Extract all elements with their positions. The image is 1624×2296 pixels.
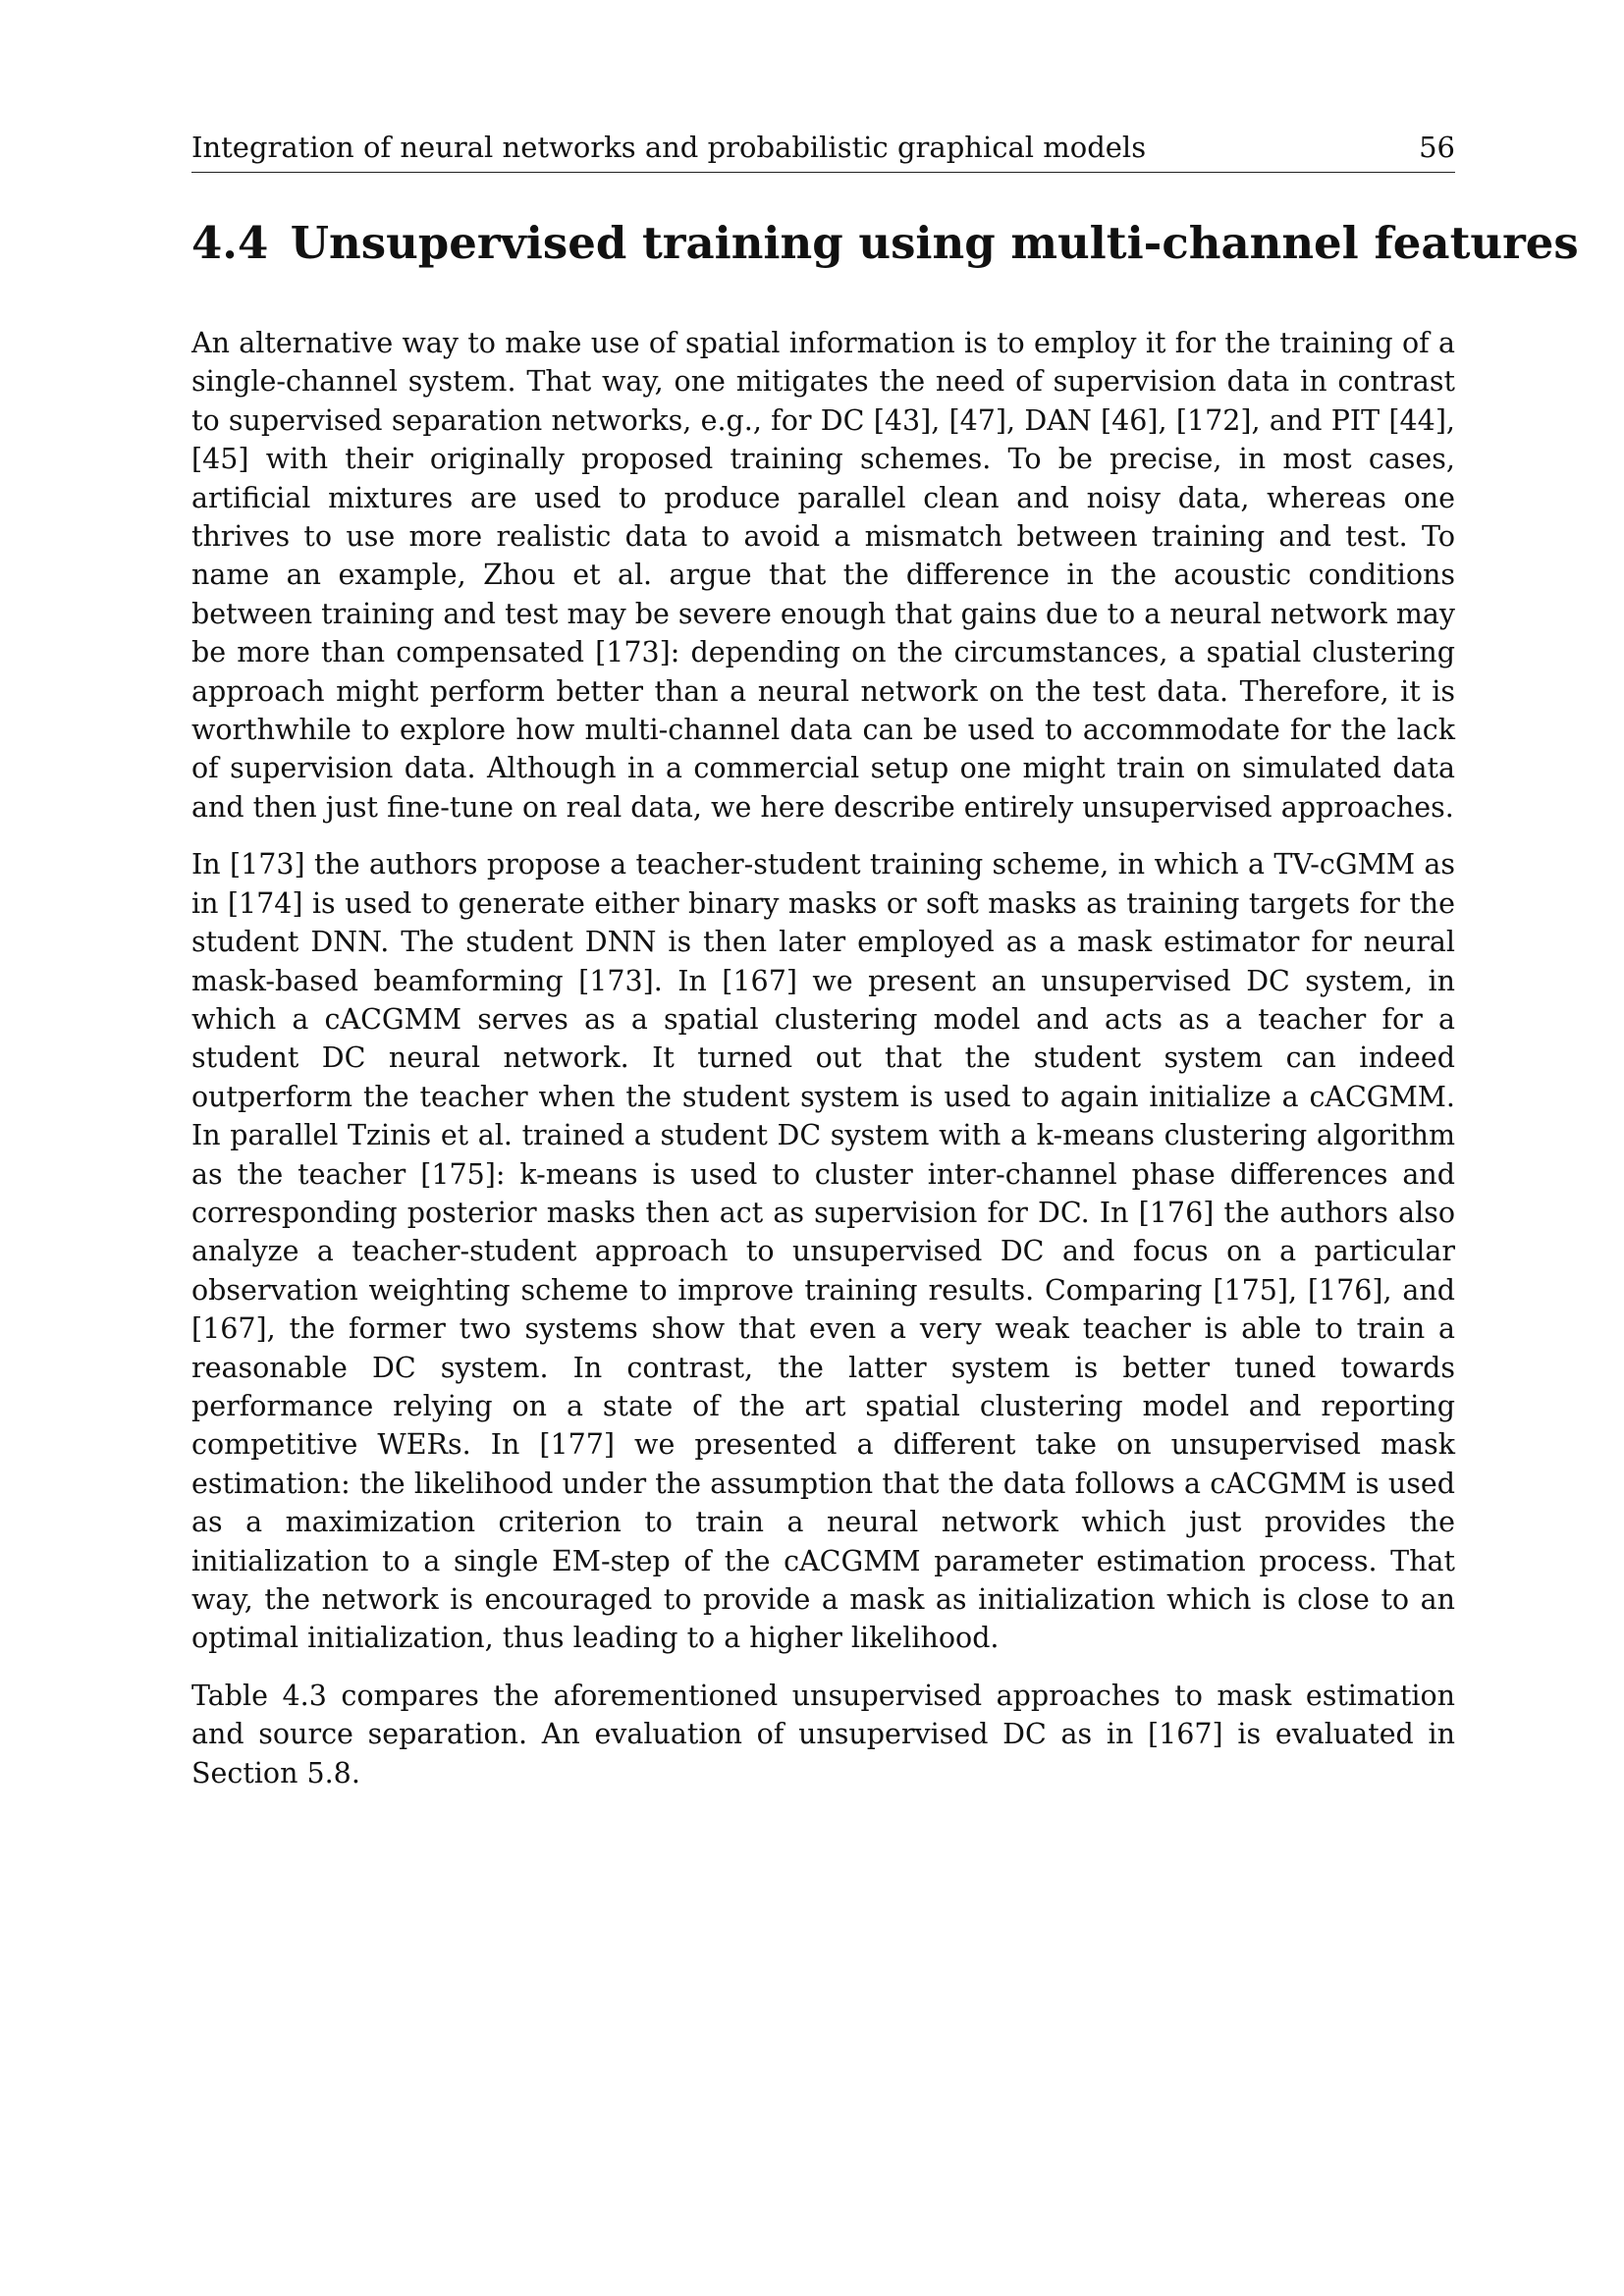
section-heading — [191, 214, 1579, 273]
page-number: 56 — [1419, 131, 1455, 164]
running-title: Integration of neural networks and probabilistic graphical models — [191, 131, 1147, 164]
section-title: Unsupervised training using multi-channel features — [290, 217, 1579, 269]
paragraph: In [173] the authors propose a teacher-student training scheme, in which a TV-cGMM as in [174] is used to generate either binary masks or soft masks as training targets for the student DNN. The student DNN is then later employed as a mask estimator for neural mask-based beamforming [173]. In [167] we present an unsupervised DC system, in which a cACGMM serves as a spatial clustering model and acts as a teacher for a student DC neural network. It turned out that the student system can indeed outperform the teacher when the student system is used to again initialize a cACGMM. In parallel Tzinis et al. trained a student DC system with a k-means clustering algorithm as the teacher [175]: k-means is used to cluster inter-channel phase differences and corresponding posterior masks then act as supervision for DC. In [176] the authors also analyze a teacher-student approach to unsupervised DC and focus on a particular observation weighting scheme to improve training results. Comparing [175], [176], and [167], the former two systems show that even a very weak teacher is able to train a reasonable DC system. In contrast, the latter system is better tuned towards performance relying on a state of the art spatial clustering model and reporting competitive WERs. In [177] we presented a different take on unsupervised mask estimation: the likelihood under the assumption that the data follows a cACGMM is used as a maximization criterion to train a neural network which just provides the initialization to a single EM-step of the cACGMM parameter estimation process. That way, the network is encouraged to provide a mask as initialization which is close to an optimal initialization, thus leading to a higher likelihood. — [191, 848, 1455, 1655]
body-text — [191, 324, 1455, 1811]
paragraph: Table 4.3 compares the aforementioned unsupervised approaches to mask estimation and source separation. An evaluation of unsupervised DC as in [167] is evaluated in Section 5.8. — [191, 1679, 1455, 1789]
paragraph: An alternative way to make use of spatial information is to employ it for the training of a single-channel system. That way, one mitigates the need of supervision data in contrast to supervised separation networks, e.g., for DC [43], [47], DAN [46], [172], and PIT [44], [45] with their originally proposed training schemes. To be precise, in most cases, artificial mixtures are used to produce parallel clean and noisy data, whereas one thrives to use more realistic data to avoid a mismatch between training and test. To name an example, Zhou et al. argue that the difference in the acoustic conditions between training and test may be severe enough that gains due to a neural network may be more than compensated [173]: depending on the circumstances, a spatial clustering approach might perform better than a neural network on the test data. Therefore, it is worthwhile to explore how multi-channel data can be used to accommodate for the lack of supervision data. Although in a commercial setup one might train on simulated data and then just fine-tune on real data, we here describe entirely unsupervised approaches. — [191, 327, 1455, 824]
section-number: 4.4 — [191, 217, 269, 269]
running-header — [191, 128, 1455, 173]
